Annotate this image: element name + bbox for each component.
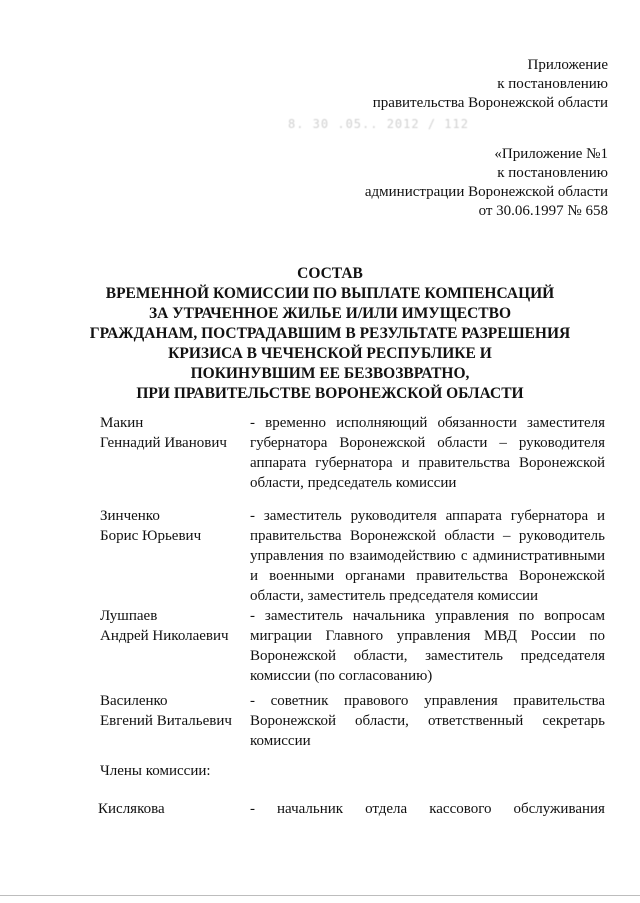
member-name — [100, 691, 250, 751]
member-surname: Василенко — [100, 693, 168, 709]
member-entry — [100, 413, 605, 493]
title-line: ВРЕМЕННОЙ КОМИССИИ ПО ВЫПЛАТЕ КОМПЕНСАЦИЙ — [105, 285, 555, 302]
title-line: ГРАЖДАНАМ, ПОСТРАДАВШИМ В РЕЗУЛЬТАТЕ РАЗРЕШЕНИЯ — [89, 325, 571, 342]
member-name — [100, 413, 250, 493]
title-line: ПОКИНУВШИМ ЕЕ БЕЗВОЗВРАТНО, — [190, 365, 470, 382]
member-role: - временно исполняющий обязанности заместителя губернатора Воронежской области – руководителя аппарата губернатора и правительства Воронежской области, председатель комиссии — [250, 415, 605, 491]
member-surname: Лушпаев — [100, 608, 158, 624]
role-word: - — [250, 801, 255, 817]
appendix-line: к постановлению — [497, 165, 608, 181]
member-surname: Зинченко — [100, 508, 160, 524]
member-given-names: Борис Юрьевич — [100, 528, 202, 544]
appendix-line: Приложение — [527, 57, 608, 73]
member-given-names: Евгений Витальевич — [100, 713, 232, 729]
member-given-names: Геннадий Иванович — [100, 435, 227, 451]
member-role: - заместитель начальника управления по вопросам миграции Главного управления МВД России по Воронежской области, заместитель председателя комиссии (по согласованию) — [250, 608, 605, 684]
appendix-line: от 30.06.1997 № 658 — [478, 203, 608, 219]
title-line: ЗА УТРАЧЕННОЕ ЖИЛЬЕ И/ИЛИ ИМУЩЕСТВО — [148, 305, 512, 322]
member-name — [100, 606, 250, 686]
role-word: обслуживания — [513, 801, 605, 817]
member-name — [100, 506, 250, 606]
appendix-line: к постановлению — [497, 76, 608, 92]
member-role: - советник правового управления правительства Воронежской области, ответственный секретарь комиссии — [250, 693, 605, 749]
members-section-label: Члены комиссии: — [100, 763, 211, 779]
member-entry — [100, 691, 605, 751]
appendix-line: администрации Воронежской области — [364, 184, 608, 200]
original-appendix-reference — [365, 145, 608, 221]
member-entry — [98, 800, 605, 819]
title-line: ПРИ ПРАВИТЕЛЬСТВЕ ВОРОНЕЖСКОЙ ОБЛАСТИ — [136, 385, 524, 402]
member-role: - заместитель руководителя аппарата губернатора и правительства Воронежской области – руководитель управления по взаимодействию с административными и военными органами правительства Воронежской области, заместитель председателя комиссии — [250, 508, 605, 604]
scan-edge-line — [0, 895, 640, 896]
member-surname: Кислякова — [98, 801, 165, 817]
appendix-line: правительства Воронежской области — [372, 95, 608, 111]
role-word: начальник — [277, 801, 344, 817]
member-role — [250, 800, 605, 819]
document-title — [60, 264, 600, 404]
appendix-line: «Приложение №1 — [494, 146, 608, 162]
member-given-names: Андрей Николаевич — [100, 628, 229, 644]
faint-registration-stamp: 8. 30 .05.. 2012 / 112 — [288, 117, 469, 131]
title-line: СОСТАВ — [297, 265, 363, 282]
member-entry — [100, 506, 605, 606]
title-line: КРИЗИСА В ЧЕЧЕНСКОЙ РЕСПУБЛИКЕ И — [168, 345, 492, 362]
member-surname: Макин — [100, 415, 144, 431]
role-word: кассового — [429, 801, 492, 817]
role-word: отдела — [365, 801, 408, 817]
member-entry — [100, 606, 605, 686]
appendix-reference — [373, 56, 608, 113]
